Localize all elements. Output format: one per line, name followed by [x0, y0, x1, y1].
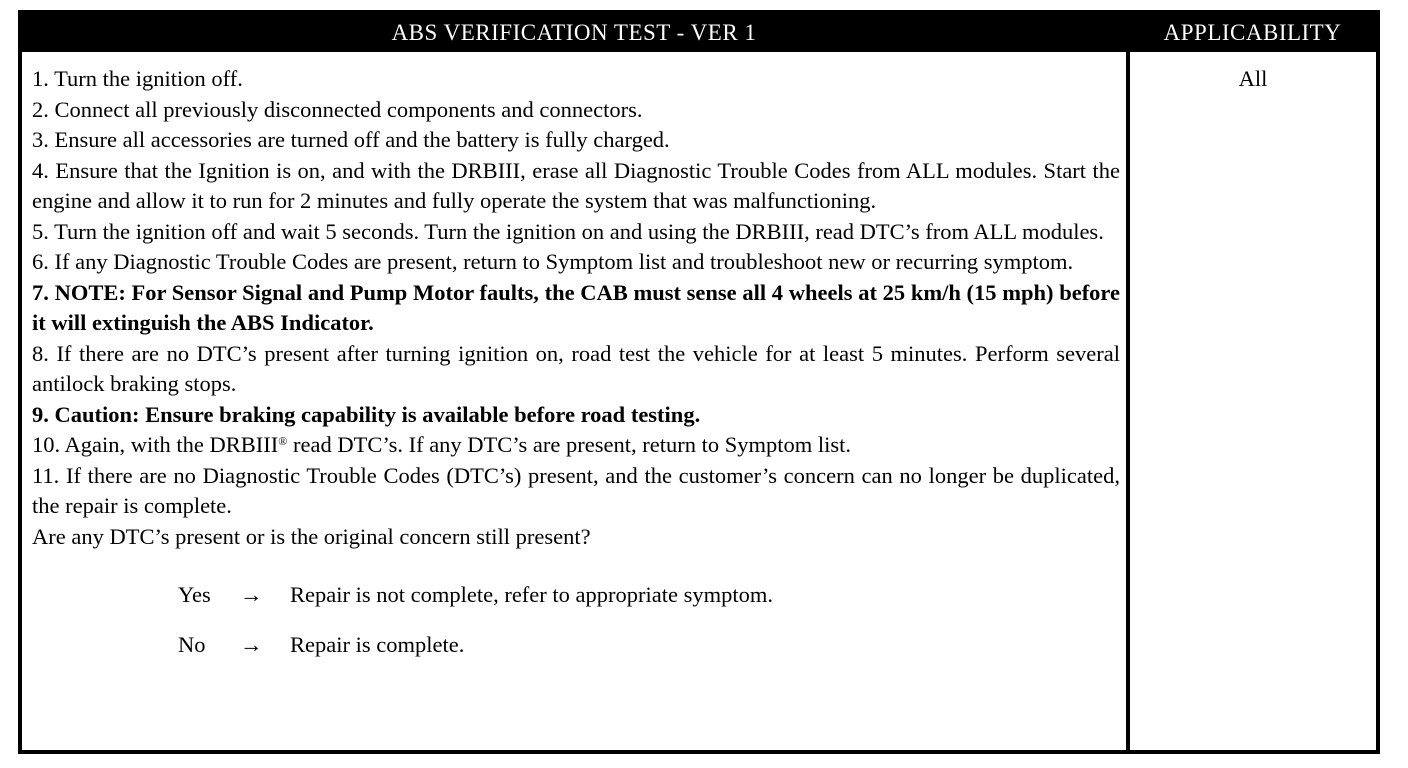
registered-mark: ® — [278, 434, 288, 448]
step-8: 8. If there are no DTC’s present after turning ignition on, road test the vehicle for at least 5 minutes. Perform several antilock braking stops. — [32, 340, 1120, 396]
procedure-column — [22, 52, 1126, 750]
arrow-right-icon: → — [240, 631, 263, 657]
test-title: ABS VERIFICATION TEST - VER 1 — [391, 20, 757, 45]
answer-no-key: No — [178, 631, 206, 657]
step-4: 4. Ensure that the Ignition is on, and with the DRBIII, erase all Diagnostic Trouble Codes from ALL modules. Start the engine and allow it to run for 2 minutes and fully operate the system that was malfunctioning. — [32, 157, 1120, 213]
step-10 — [32, 430, 1120, 461]
table-header — [22, 14, 1376, 52]
step-10-prefix: 10. Again, with the DRBIII — [32, 432, 279, 457]
step-5: 5. Turn the ignition off and wait 5 seconds. Turn the ignition on and using the DRBIII, read DTC’s from ALL modules. — [32, 218, 1104, 244]
step-6: 6. If any Diagnostic Trouble Codes are present, return to Symptom list and troubleshoot new or recurring symptom. — [32, 249, 1074, 274]
applicability-column — [1126, 52, 1376, 750]
answer-yes-result: Repair is not complete, refer to appropriate symptom. — [290, 581, 773, 607]
step-3: 3. Ensure all accessories are turned off and the battery is fully charged. — [32, 127, 670, 152]
arrow-right-icon: → — [240, 581, 263, 607]
applicability-header: APPLICABILITY — [1126, 14, 1376, 52]
answer-yes — [178, 570, 1120, 620]
question: Are any DTC’s present or is the original concern still present? — [32, 523, 591, 549]
step-9-caution: 9. Caution: Ensure braking capability is available before road testing. — [32, 401, 701, 427]
step-7-note: 7. NOTE: For Sensor Signal and Pump Motor faults, the CAB must sense all 4 wheels at 25 km/h (15 mph) before it will extinguish the ABS Indicator. — [32, 279, 1120, 335]
step-1: 1. Turn the ignition off. — [32, 66, 243, 91]
answers — [32, 570, 1120, 670]
applicability-value: All — [1238, 66, 1268, 91]
step-11: 11. If there are no Diagnostic Trouble Codes (DTC’s) present, and the customer’s concern can no longer be duplicated, the repair is complete. — [32, 462, 1120, 518]
table-body — [22, 52, 1376, 750]
answer-no-result: Repair is complete. — [290, 631, 465, 657]
verification-test-table — [18, 10, 1380, 754]
step-2: 2. Connect all previously disconnected components and connectors. — [32, 96, 643, 122]
answer-yes-key: Yes — [178, 581, 211, 607]
step-10-suffix: read DTC’s. If any DTC’s are present, return to Symptom list. — [287, 432, 852, 457]
answer-no — [178, 620, 1120, 670]
